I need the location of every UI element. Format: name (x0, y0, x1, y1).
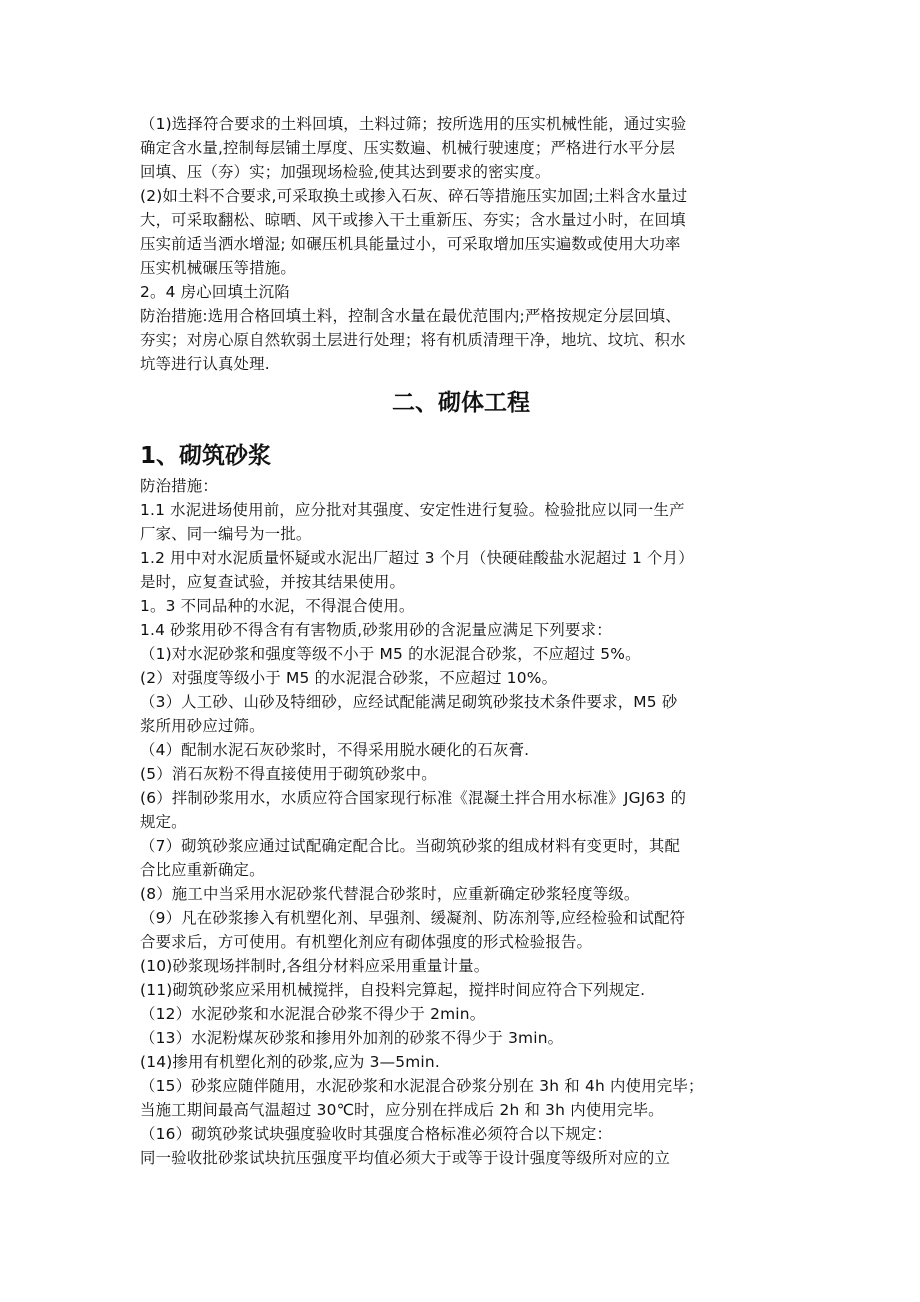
text-line: （13）水泥粉煤灰砂浆和掺用外加剂的砂浆不得少于 3min。 (140, 1029, 564, 1047)
section-heading: 二、砌体工程 (392, 390, 530, 416)
paragraph-soil-moisture (140, 184, 782, 280)
text-line: （15）砂浆应随伴随用，水泥砂浆和水泥混合砂浆分别在 3h 和 4h 内使用完毕； (140, 1077, 704, 1095)
text-line: (2)如土料不合要求,可采取换土或掺入石灰、碎石等措施压实加固;土料含水量过 (140, 187, 688, 205)
paragraph-prevention (140, 304, 782, 376)
text-line: （4）配制水泥石灰砂浆时，不得采用脱水硬化的石灰膏. (140, 741, 530, 759)
text-line: (5）消石灰粉不得直接使用于砌筑砂浆中。 (140, 765, 437, 783)
text-line: （16）砌筑砂浆试块强度验收时其强度合格标准必须符合以下规定： (140, 1125, 613, 1143)
text-line: 当施工期间最高气温超过 30℃时，应分别在拌成后 2h 和 3h 内使用完毕。 (140, 1101, 664, 1119)
text-line: 压实前适当洒水增湿; 如碾压机具能量过小，可采取增加压实遍数或使用大功率 (140, 235, 681, 253)
text-line: 合比应重新确定。 (140, 861, 265, 879)
text-line: (2）对强度等级小于 M5 的水泥混合砂浆，不应超过 10%。 (140, 669, 558, 687)
text-line: 压实机械碾压等措施。 (140, 259, 296, 277)
text-line: 厂家、同一编号为一批。 (140, 525, 312, 543)
text-line: 防治措施： (140, 477, 218, 495)
text-line: （1)选择符合要求的土料回填，土料过筛；按所选用的压实机械性能，通过实验 (140, 115, 687, 133)
sub-heading: 1、砌筑砂浆 (140, 443, 272, 469)
text-line: 1。3 不同品种的水泥，不得混合使用。 (140, 597, 415, 615)
text-line: 夯实；对房心原自然软弱土层进行处理；将有机质清理干净，地坑、坟坑、积水 (140, 331, 686, 349)
text-line: （9）凡在砂浆掺入有机塑化剂、早强剂、缓凝剂、防冻剂等,应经检验和试配符 (140, 909, 686, 927)
text-line: 坑等进行认真处理. (140, 355, 270, 373)
text-line: （12）水泥砂浆和水泥混合砂浆不得少于 2min。 (140, 1005, 486, 1023)
text-line: (14)掺用有机塑化剂的砂浆,应为 3—5min. (140, 1053, 440, 1071)
text-line: 同一验收批砂浆试块抗压强度平均值必须大于或等于设计强度等级所对应的立 (140, 1149, 671, 1167)
text-line: 是时，应复查试验，并按其结果使用。 (140, 573, 406, 591)
text-line: 合要求后，方可使用。有机塑化剂应有砌体强度的形式检验报告。 (140, 933, 593, 951)
text-line: 规定。 (140, 813, 187, 831)
paragraph-compaction-measures (140, 112, 782, 184)
text-line: (10)砂浆现场拌制时,各组分材料应采用重量计量。 (140, 957, 490, 975)
text-line: (6）拌制砂浆用水，水质应符合国家现行标准《混凝土拌合用水标准》JGJ63 的 (140, 789, 687, 807)
text-line: 大，可采取翻松、晾晒、风干或掺入干土重新压、夯实；含水量过小时，在回填 (140, 211, 686, 229)
text-line: (8）施工中当采用水泥砂浆代替混合砂浆时，应重新确定砂浆轻度等级。 (140, 885, 640, 903)
text-line: (11)砌筑砂浆应采用机械搅拌，自投料完算起，搅拌时间应符合下列规定. (140, 981, 646, 999)
text-line: （3）人工砂、山砂及特细砂，应经试配能满足砌筑砂浆技术条件要求，M5 砂 (140, 693, 678, 711)
text-line: 防治措施:选用合格回填土料，控制含水量在最优范围内;严格按规定分层回填、 (140, 307, 681, 325)
text-line: （1)对水泥砂浆和强度等级不小于 M5 的水泥混合砂浆，不应超过 5%。 (140, 645, 641, 663)
text-line: 1.2 用中对水泥质量怀疑或水泥出厂超过 3 个月（快硬硅酸盐水泥超过 1 个月） (140, 549, 694, 567)
text-line: 确定含水量,控制每层铺土厚度、压实数遍、机械行驶速度；严格进行水平分层 (140, 139, 676, 157)
text-line: 1.1 水泥进场使用前，应分批对其强度、安定性进行复验。检验批应以同一生产 (140, 501, 685, 519)
text-line: （7）砌筑砂浆应通过试配确定配合比。当砌筑砂浆的组成材料有变更时，其配 (140, 837, 681, 855)
text-line: 1.4 砂浆用砂不得含有有害物质,砂浆用砂的含泥量应满足下列要求： (140, 621, 612, 639)
mortar-body (140, 474, 782, 1170)
text-line: 回填、压（夯）实；加强现场检验,使其达到要求的密实度。 (140, 163, 551, 181)
item-heading-2-4 (140, 280, 782, 304)
text-line: 浆所用砂应过筛。 (140, 717, 265, 735)
text-line: 2。4 房心回填土沉陷 (140, 283, 290, 301)
